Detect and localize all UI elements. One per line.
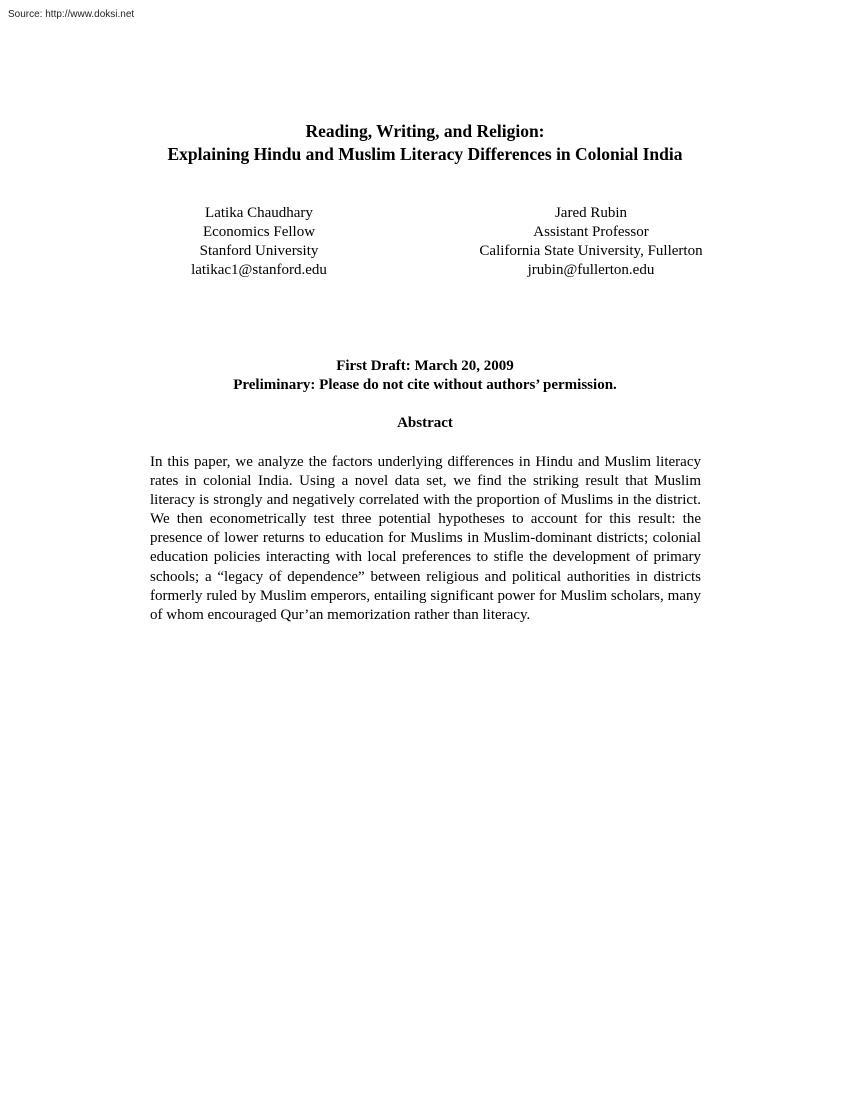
abstract-heading: Abstract xyxy=(397,415,453,431)
author-block-1 xyxy=(159,204,359,280)
author-name: Jared Rubin xyxy=(554,205,628,221)
author-position: Assistant Professor xyxy=(533,224,649,240)
paper-title xyxy=(0,120,850,166)
author-email: latikac1@stanford.edu xyxy=(191,262,327,278)
source-url: Source: http://www.doksi.net xyxy=(8,9,135,20)
title-line-2: Explaining Hindu and Muslim Literacy Differences in Colonial India xyxy=(167,144,683,164)
citation-notice: Preliminary: Please do not cite without authors’ permission. xyxy=(233,377,617,393)
draft-date: First Draft: March 20, 2009 xyxy=(336,358,514,374)
author-email: jrubin@fullerton.edu xyxy=(527,262,655,278)
abstract-text: In this paper, we analyze the factors underlying differences in Hindu and Muslim literacy rates in colonial India. Using a novel data set, we find the striking result that Muslim literacy is strongly and negatively correlated with the proportion of Muslims in the district. We then econometrically test three potential hypotheses to account for this result: the presence of lower returns to education for Muslims in Muslim-dominant districts; colonial education policies interacting with local preferences to stifle the development of primary schools; a “legacy of dependence” between religious and political authorities in districts formerly ruled by Muslim emperors, entailing significant power for Muslim scholars, many of whom encouraged Qur’an memorization rather than literacy. xyxy=(150,454,701,623)
author-position: Economics Fellow xyxy=(202,224,316,240)
author-affiliation: California State University, Fullerton xyxy=(479,243,703,259)
draft-notice xyxy=(0,357,850,395)
author-affiliation: Stanford University xyxy=(199,243,319,259)
author-name: Latika Chaudhary xyxy=(205,205,313,221)
title-line-1: Reading, Writing, and Religion: xyxy=(305,121,545,141)
author-block-2 xyxy=(451,204,731,280)
